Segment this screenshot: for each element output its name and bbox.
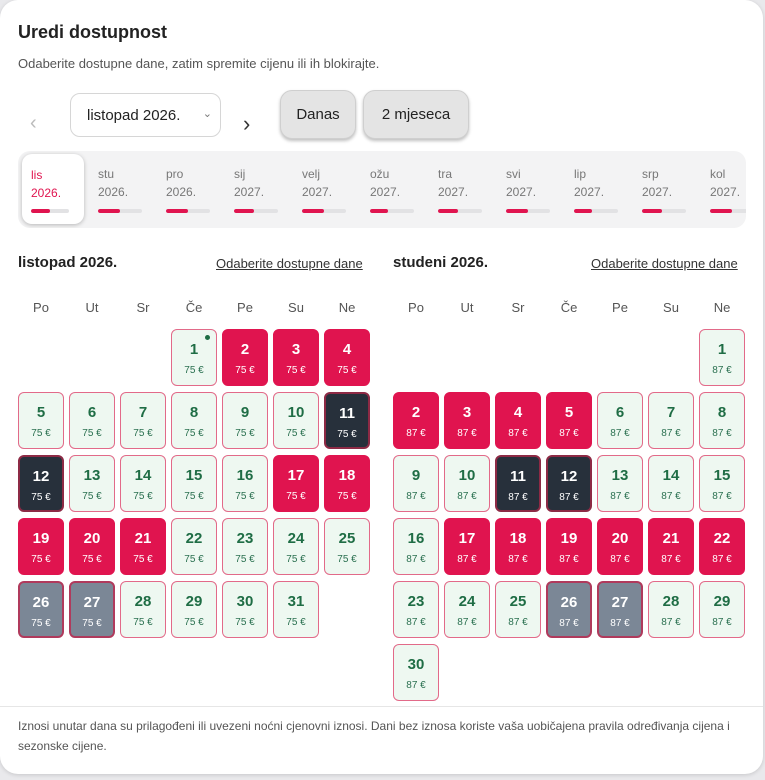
calendar-day[interactable] bbox=[648, 455, 694, 512]
day-number: 12 bbox=[32, 468, 50, 485]
month-strip-item[interactable] bbox=[222, 151, 284, 228]
day-number: 19 bbox=[32, 530, 50, 547]
day-number: 16 bbox=[236, 467, 254, 484]
calendar-day[interactable] bbox=[393, 644, 439, 701]
day-number: 11 bbox=[510, 468, 526, 485]
month-strip-month: srp bbox=[642, 167, 659, 181]
month-strip-month: sij bbox=[234, 167, 246, 181]
calendar-day[interactable] bbox=[546, 392, 592, 449]
weekday-label: Ut bbox=[460, 300, 474, 315]
calendar-day[interactable] bbox=[699, 581, 745, 638]
calendar-day[interactable] bbox=[273, 581, 319, 638]
month-occupancy-fill bbox=[370, 209, 388, 213]
day-price: 75 € bbox=[337, 491, 357, 502]
day-number: 8 bbox=[717, 404, 727, 421]
day-number: 13 bbox=[611, 467, 629, 484]
day-number: 9 bbox=[411, 467, 421, 484]
month-strip-month: velj bbox=[302, 167, 321, 181]
day-price: 87 € bbox=[406, 491, 426, 502]
day-price: 75 € bbox=[133, 428, 153, 439]
day-number: 1 bbox=[189, 341, 199, 358]
day-number: 31 bbox=[287, 593, 305, 610]
day-price: 87 € bbox=[508, 492, 528, 503]
day-number: 24 bbox=[458, 593, 476, 610]
calendar-day[interactable] bbox=[273, 392, 319, 449]
calendar-day[interactable] bbox=[120, 518, 166, 575]
day-number: 24 bbox=[287, 530, 305, 547]
day-price: 75 € bbox=[133, 491, 153, 502]
calendar-day[interactable] bbox=[18, 518, 64, 575]
calendar-day[interactable] bbox=[393, 581, 439, 638]
day-price: 75 € bbox=[184, 554, 204, 565]
month-select-value: listopad 2026. bbox=[87, 106, 181, 124]
day-price: 75 € bbox=[235, 491, 255, 502]
day-price: 75 € bbox=[235, 365, 255, 376]
day-number: 22 bbox=[713, 530, 731, 547]
day-number: 10 bbox=[287, 404, 305, 421]
month-strip-item[interactable] bbox=[22, 154, 84, 224]
calendar-day[interactable] bbox=[444, 392, 490, 449]
day-price: 87 € bbox=[712, 554, 732, 565]
calendar-day[interactable] bbox=[699, 455, 745, 512]
day-number: 23 bbox=[236, 530, 254, 547]
month-strip-item[interactable] bbox=[562, 151, 624, 228]
day-number: 4 bbox=[513, 404, 523, 421]
next-month-chevron-icon[interactable]: › bbox=[243, 111, 251, 136]
day-number: 5 bbox=[36, 404, 46, 421]
day-price: 75 € bbox=[286, 491, 306, 502]
day-price: 75 € bbox=[337, 365, 357, 376]
month-occupancy-fill bbox=[506, 209, 528, 213]
month-occupancy-fill bbox=[166, 209, 188, 213]
month-strip-item[interactable] bbox=[698, 151, 746, 228]
month-strip-item[interactable] bbox=[290, 151, 352, 228]
calendar-day[interactable] bbox=[324, 518, 370, 575]
day-price: 75 € bbox=[184, 491, 204, 502]
calendar-day[interactable] bbox=[222, 392, 268, 449]
calendar-day[interactable] bbox=[69, 518, 115, 575]
month-strip-month: pro bbox=[166, 167, 184, 181]
month-strip-year: 2026. bbox=[98, 185, 129, 199]
day-number: 19 bbox=[560, 530, 578, 547]
month-occupancy-fill bbox=[710, 209, 732, 213]
month-occupancy-bar bbox=[642, 209, 686, 213]
calendar-day[interactable] bbox=[699, 392, 745, 449]
calendar-day[interactable] bbox=[444, 455, 490, 512]
day-price: 87 € bbox=[712, 617, 732, 628]
weekday-label: Ne bbox=[338, 300, 356, 315]
day-price: 87 € bbox=[661, 554, 681, 565]
day-number: 26 bbox=[32, 594, 50, 611]
month-occupancy-bar bbox=[370, 209, 414, 213]
calendar-day[interactable] bbox=[597, 581, 643, 638]
month-occupancy-bar bbox=[31, 209, 69, 213]
calendar-day[interactable] bbox=[393, 392, 439, 449]
month-strip-month: stu bbox=[98, 167, 115, 181]
month-strip-month: kol bbox=[710, 167, 726, 181]
calendar-day[interactable] bbox=[648, 581, 694, 638]
page-subtitle: Odaberite dostupne dane, zatim spremite cijenu ili ih blokirajte. bbox=[18, 56, 380, 71]
month-occupancy-fill bbox=[438, 209, 458, 213]
day-number: 26 bbox=[560, 594, 578, 611]
day-number: 6 bbox=[87, 404, 97, 421]
day-price: 75 € bbox=[184, 365, 204, 376]
calendar-day[interactable] bbox=[222, 518, 268, 575]
calendar-day[interactable] bbox=[444, 581, 490, 638]
day-price: 87 € bbox=[610, 428, 630, 439]
day-price: 87 € bbox=[610, 491, 630, 502]
calendar-day[interactable] bbox=[273, 518, 319, 575]
calendar-day[interactable] bbox=[120, 455, 166, 512]
day-price: 75 € bbox=[235, 617, 255, 628]
month-strip-month: ožu bbox=[370, 167, 390, 181]
month-strip-year: 2027. bbox=[302, 185, 333, 199]
month-occupancy-fill bbox=[642, 209, 662, 213]
day-price: 75 € bbox=[31, 492, 51, 503]
calendar-day[interactable] bbox=[120, 392, 166, 449]
calendar-day[interactable] bbox=[648, 518, 694, 575]
calendar-day[interactable] bbox=[495, 581, 541, 638]
day-price: 87 € bbox=[559, 428, 579, 439]
month-occupancy-bar bbox=[506, 209, 550, 213]
day-price: 87 € bbox=[457, 554, 477, 565]
day-number: 27 bbox=[83, 594, 101, 611]
calendar-day[interactable] bbox=[18, 581, 64, 638]
day-number: 3 bbox=[291, 341, 301, 358]
day-number: 5 bbox=[564, 404, 574, 421]
weekday-label: Če bbox=[185, 300, 203, 315]
weekday-label: Po bbox=[33, 300, 49, 315]
calendar-day[interactable] bbox=[69, 581, 115, 638]
day-price: 75 € bbox=[286, 617, 306, 628]
day-number: 25 bbox=[509, 593, 527, 610]
day-price: 75 € bbox=[184, 617, 204, 628]
day-number: 30 bbox=[407, 656, 425, 673]
day-price: 87 € bbox=[712, 491, 732, 502]
day-number: 18 bbox=[338, 467, 356, 484]
calendar-day[interactable] bbox=[222, 455, 268, 512]
calendar-day[interactable] bbox=[597, 455, 643, 512]
day-price: 87 € bbox=[457, 428, 477, 439]
day-price: 75 € bbox=[184, 428, 204, 439]
day-price: 87 € bbox=[406, 617, 426, 628]
footer-note: Iznosi unutar dana su prilagođeni ili uvezeni noćni cjenovni iznosi. Dani bez iznosa koriste vaša uobičajena pravila određivanja cijena i sezonske cijene. bbox=[18, 719, 730, 753]
day-number: 20 bbox=[83, 530, 101, 547]
day-number: 7 bbox=[666, 404, 676, 421]
day-number: 21 bbox=[662, 530, 680, 547]
day-price: 75 € bbox=[235, 554, 255, 565]
calendar-day[interactable] bbox=[324, 329, 370, 386]
day-number: 13 bbox=[83, 467, 101, 484]
day-number: 11 bbox=[339, 405, 355, 422]
day-number: 21 bbox=[134, 530, 152, 547]
calendar-day[interactable] bbox=[546, 581, 592, 638]
calendar-day[interactable] bbox=[597, 518, 643, 575]
month-strip-month: lis bbox=[31, 168, 43, 182]
day-price: 87 € bbox=[661, 617, 681, 628]
calendar-day[interactable] bbox=[18, 392, 64, 449]
day-price: 87 € bbox=[661, 491, 681, 502]
month-strip-item[interactable] bbox=[154, 151, 216, 228]
weekday-label: Če bbox=[560, 300, 578, 315]
day-number: 22 bbox=[185, 530, 203, 547]
day-number: 29 bbox=[185, 593, 203, 610]
select-available-days-link[interactable]: Odaberite dostupne dane bbox=[591, 256, 738, 271]
weekday-label: Po bbox=[408, 300, 424, 315]
month-occupancy-bar bbox=[234, 209, 278, 213]
day-price: 87 € bbox=[661, 428, 681, 439]
day-price: 75 € bbox=[82, 428, 102, 439]
day-number: 30 bbox=[236, 593, 254, 610]
day-price: 75 € bbox=[133, 554, 153, 565]
month-strip-item[interactable] bbox=[494, 151, 556, 228]
day-number: 8 bbox=[189, 404, 199, 421]
month-occupancy-fill bbox=[234, 209, 254, 213]
month-strip-item[interactable] bbox=[426, 151, 488, 228]
previous-month-chevron-icon[interactable]: ‹ bbox=[30, 112, 37, 134]
calendar-day[interactable] bbox=[171, 329, 217, 386]
day-number: 20 bbox=[611, 530, 629, 547]
calendar-day[interactable] bbox=[546, 455, 592, 512]
two-months-button[interactable]: 2 mjeseca bbox=[363, 90, 469, 139]
calendar-day[interactable] bbox=[495, 518, 541, 575]
day-number: 28 bbox=[134, 593, 152, 610]
day-price: 87 € bbox=[508, 428, 528, 439]
day-number: 17 bbox=[458, 530, 476, 547]
month-occupancy-fill bbox=[98, 209, 120, 213]
month-occupancy-bar bbox=[438, 209, 482, 213]
calendar-day[interactable] bbox=[699, 329, 745, 386]
calendar-day[interactable] bbox=[699, 518, 745, 575]
calendar-day[interactable] bbox=[393, 518, 439, 575]
day-number: 2 bbox=[411, 404, 421, 421]
weekday-label: Su bbox=[663, 300, 679, 315]
month-occupancy-bar bbox=[166, 209, 210, 213]
day-number: 9 bbox=[240, 404, 250, 421]
calendar-day[interactable] bbox=[495, 455, 541, 512]
day-price: 75 € bbox=[31, 428, 51, 439]
day-price: 87 € bbox=[508, 617, 528, 628]
month-strip-year: 2027. bbox=[574, 185, 605, 199]
day-number: 16 bbox=[407, 530, 425, 547]
month-strip-item[interactable] bbox=[86, 151, 148, 228]
day-price: 75 € bbox=[337, 429, 357, 440]
calendar-title: listopad 2026. bbox=[18, 254, 118, 271]
calendar-day[interactable] bbox=[597, 392, 643, 449]
month-select[interactable] bbox=[70, 93, 221, 137]
day-price: 87 € bbox=[559, 492, 579, 503]
day-price: 75 € bbox=[82, 491, 102, 502]
day-price: 75 € bbox=[82, 618, 102, 629]
weekday-label: Ne bbox=[713, 300, 731, 315]
day-number: 3 bbox=[462, 404, 472, 421]
day-price: 87 € bbox=[610, 554, 630, 565]
month-strip-year: 2026. bbox=[31, 186, 62, 200]
calendar-day[interactable] bbox=[171, 455, 217, 512]
calendar-day[interactable] bbox=[393, 455, 439, 512]
calendar-day[interactable] bbox=[69, 392, 115, 449]
month-occupancy-bar bbox=[98, 209, 142, 213]
calendar-day[interactable] bbox=[273, 455, 319, 512]
day-number: 14 bbox=[134, 467, 152, 484]
month-occupancy-fill bbox=[574, 209, 592, 213]
day-price: 75 € bbox=[82, 554, 102, 565]
chevron-down-icon: ⌄ bbox=[202, 108, 212, 120]
month-strip-year: 2027. bbox=[438, 185, 469, 199]
day-number: 10 bbox=[458, 467, 476, 484]
calendar-day[interactable] bbox=[444, 518, 490, 575]
calendar-day[interactable] bbox=[18, 455, 64, 512]
calendar-day[interactable] bbox=[324, 392, 370, 449]
day-price: 75 € bbox=[286, 428, 306, 439]
day-number: 29 bbox=[713, 593, 731, 610]
day-price: 87 € bbox=[712, 428, 732, 439]
month-strip-item[interactable] bbox=[358, 151, 420, 228]
weekday-label: Ut bbox=[85, 300, 99, 315]
weekday-label: Pe bbox=[237, 300, 253, 315]
day-price: 87 € bbox=[610, 618, 630, 629]
calendar-day[interactable] bbox=[120, 581, 166, 638]
month-strip bbox=[18, 151, 746, 228]
day-number: 28 bbox=[662, 593, 680, 610]
weekday-label: Su bbox=[288, 300, 304, 315]
select-available-days-link[interactable]: Odaberite dostupne dane bbox=[216, 256, 363, 271]
day-price: 75 € bbox=[133, 617, 153, 628]
day-price: 87 € bbox=[508, 554, 528, 565]
day-price: 75 € bbox=[286, 365, 306, 376]
day-price: 87 € bbox=[406, 428, 426, 439]
day-number: 1 bbox=[717, 341, 727, 358]
today-button[interactable]: Danas bbox=[280, 90, 356, 139]
calendar-day[interactable] bbox=[222, 581, 268, 638]
day-number: 2 bbox=[240, 341, 250, 358]
page-title: Uredi dostupnost bbox=[18, 22, 167, 42]
day-price: 75 € bbox=[286, 554, 306, 565]
calendar-day[interactable] bbox=[648, 392, 694, 449]
day-number: 17 bbox=[287, 467, 305, 484]
month-strip-month: svi bbox=[506, 167, 521, 181]
day-number: 27 bbox=[611, 594, 629, 611]
calendar-day[interactable] bbox=[171, 518, 217, 575]
month-occupancy-fill bbox=[302, 209, 324, 213]
day-price: 75 € bbox=[235, 428, 255, 439]
weekday-label: Pe bbox=[612, 300, 628, 315]
calendar-day[interactable] bbox=[273, 329, 319, 386]
day-price: 87 € bbox=[559, 554, 579, 565]
month-occupancy-bar bbox=[710, 209, 746, 213]
day-number: 12 bbox=[560, 468, 578, 485]
day-number: 23 bbox=[407, 593, 425, 610]
day-number: 15 bbox=[713, 467, 731, 484]
day-number: 6 bbox=[615, 404, 625, 421]
month-strip-year: 2027. bbox=[710, 185, 741, 199]
month-occupancy-fill bbox=[31, 209, 50, 213]
month-strip-month: lip bbox=[574, 167, 587, 181]
month-strip-year: 2026. bbox=[166, 185, 197, 199]
month-occupancy-bar bbox=[302, 209, 346, 213]
day-number: 14 bbox=[662, 467, 680, 484]
month-occupancy-bar bbox=[574, 209, 618, 213]
day-number: 7 bbox=[138, 404, 148, 421]
day-price: 87 € bbox=[712, 365, 732, 376]
weekday-label: Sr bbox=[136, 300, 150, 315]
day-number: 25 bbox=[338, 530, 356, 547]
calendar-day[interactable] bbox=[69, 455, 115, 512]
month-strip-year: 2027. bbox=[506, 185, 537, 199]
month-strip-year: 2027. bbox=[642, 185, 673, 199]
calendar-day[interactable] bbox=[222, 329, 268, 386]
calendar-day[interactable] bbox=[495, 392, 541, 449]
calendar-day[interactable] bbox=[546, 518, 592, 575]
indicator-dot-icon bbox=[205, 335, 210, 340]
footer-divider bbox=[0, 706, 763, 707]
day-price: 75 € bbox=[337, 554, 357, 565]
calendar-day[interactable] bbox=[171, 392, 217, 449]
calendar-title: studeni 2026. bbox=[393, 254, 489, 271]
month-strip-year: 2027. bbox=[370, 185, 401, 199]
day-price: 87 € bbox=[457, 491, 477, 502]
calendar-day[interactable] bbox=[324, 455, 370, 512]
day-price: 87 € bbox=[457, 617, 477, 628]
day-number: 18 bbox=[509, 530, 527, 547]
month-strip-year: 2027. bbox=[234, 185, 265, 199]
day-price: 75 € bbox=[31, 554, 51, 565]
month-strip-item[interactable] bbox=[630, 151, 692, 228]
day-price: 87 € bbox=[406, 680, 426, 691]
day-price: 75 € bbox=[31, 618, 51, 629]
day-price: 87 € bbox=[559, 618, 579, 629]
month-strip-month: tra bbox=[438, 167, 453, 181]
weekday-label: Sr bbox=[511, 300, 525, 315]
day-number: 15 bbox=[185, 467, 203, 484]
calendar-day[interactable] bbox=[171, 581, 217, 638]
day-price: 87 € bbox=[406, 554, 426, 565]
day-number: 4 bbox=[342, 341, 352, 358]
